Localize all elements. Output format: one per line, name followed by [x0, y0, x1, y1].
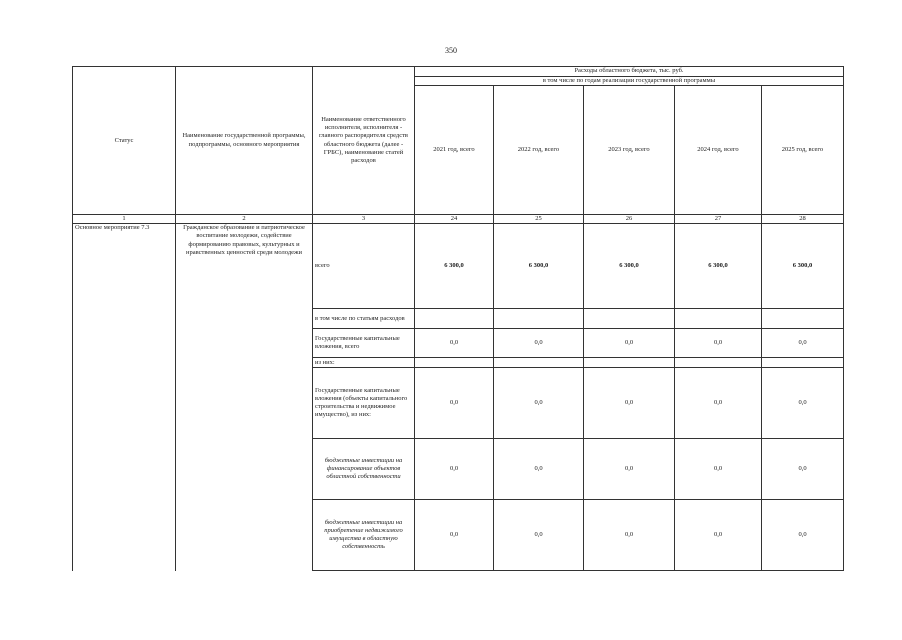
column-numbers-row: [73, 215, 844, 224]
value-cell: 0,0: [762, 500, 844, 571]
value-cell: 0,0: [762, 329, 844, 358]
value-cell: 6 300,0: [415, 224, 494, 309]
row-label: в том числе по статьям расходов: [313, 309, 415, 329]
header-executor: Наименование ответственного исполнителя, исполнителя - главного распорядителя средств областного бюджета (далее - ГРБС), наименование статей расходов: [313, 67, 415, 215]
value-cell: [415, 358, 494, 368]
header-status: Статус: [73, 67, 176, 215]
value-cell: 0,0: [415, 368, 494, 439]
row-label: Государственные капитальные вложения, всего: [313, 329, 415, 358]
row-label: бюджетные инвестиции на финансирование объектов областной собственности: [313, 439, 415, 500]
column-number: 28: [762, 215, 844, 224]
value-cell: [415, 309, 494, 329]
header-program-name: Наименование государственной программы, подпрограммы, основного мероприятия: [176, 67, 313, 215]
value-cell: 0,0: [584, 500, 675, 571]
value-cell: [494, 309, 584, 329]
table-row: [73, 224, 844, 309]
value-cell: 6 300,0: [494, 224, 584, 309]
value-cell: 6 300,0: [584, 224, 675, 309]
value-cell: 0,0: [415, 439, 494, 500]
column-number: 24: [415, 215, 494, 224]
value-cell: 0,0: [584, 368, 675, 439]
row-label: из них:: [313, 358, 415, 368]
value-cell: [494, 358, 584, 368]
value-cell: [675, 358, 762, 368]
value-cell: 0,0: [675, 329, 762, 358]
value-cell: 0,0: [675, 500, 762, 571]
value-cell: 0,0: [762, 368, 844, 439]
value-cell: [762, 309, 844, 329]
header-year: 2022 год, всего: [494, 86, 584, 215]
row-label: бюджетные инвестиции на приобретение недвижимого имущества в областную собственность: [313, 500, 415, 571]
column-number: 26: [584, 215, 675, 224]
program-name-cell: Гражданское образование и патриотическое воспитание молодежи, содействие формированию правовых, культурных и нравственных ценностей среди молодежи: [176, 224, 313, 571]
value-cell: 0,0: [675, 439, 762, 500]
column-number: 25: [494, 215, 584, 224]
value-cell: 0,0: [584, 439, 675, 500]
value-cell: [584, 358, 675, 368]
value-cell: 6 300,0: [762, 224, 844, 309]
header-year: 2021 год, всего: [415, 86, 494, 215]
column-number: 1: [73, 215, 176, 224]
value-cell: 0,0: [762, 439, 844, 500]
row-label: всего: [313, 224, 415, 309]
value-cell: 0,0: [494, 439, 584, 500]
row-label: Государственные капитальные вложения (объекты капитального строительства и недвижимое имущество), из них:: [313, 368, 415, 439]
status-cell: Основное мероприятие 7.3: [73, 224, 176, 571]
value-cell: 0,0: [584, 329, 675, 358]
page-number: 350: [445, 46, 457, 55]
value-cell: [584, 309, 675, 329]
value-cell: [675, 309, 762, 329]
header-row-1: [73, 67, 844, 77]
column-number: 2: [176, 215, 313, 224]
value-cell: 0,0: [415, 500, 494, 571]
header-year: 2024 год, всего: [675, 86, 762, 215]
budget-table: [72, 66, 844, 571]
column-number: 27: [675, 215, 762, 224]
value-cell: [762, 358, 844, 368]
header-year: 2023 год, всего: [584, 86, 675, 215]
column-number: 3: [313, 215, 415, 224]
value-cell: 0,0: [415, 329, 494, 358]
value-cell: 6 300,0: [675, 224, 762, 309]
value-cell: 0,0: [494, 500, 584, 571]
header-by-years: в том числе по годам реализации государственной программы: [415, 77, 844, 86]
header-year: 2025 год, всего: [762, 86, 844, 215]
value-cell: 0,0: [675, 368, 762, 439]
header-expenses: Расходы областного бюджета, тыс. руб.: [415, 67, 844, 77]
value-cell: 0,0: [494, 368, 584, 439]
value-cell: 0,0: [494, 329, 584, 358]
